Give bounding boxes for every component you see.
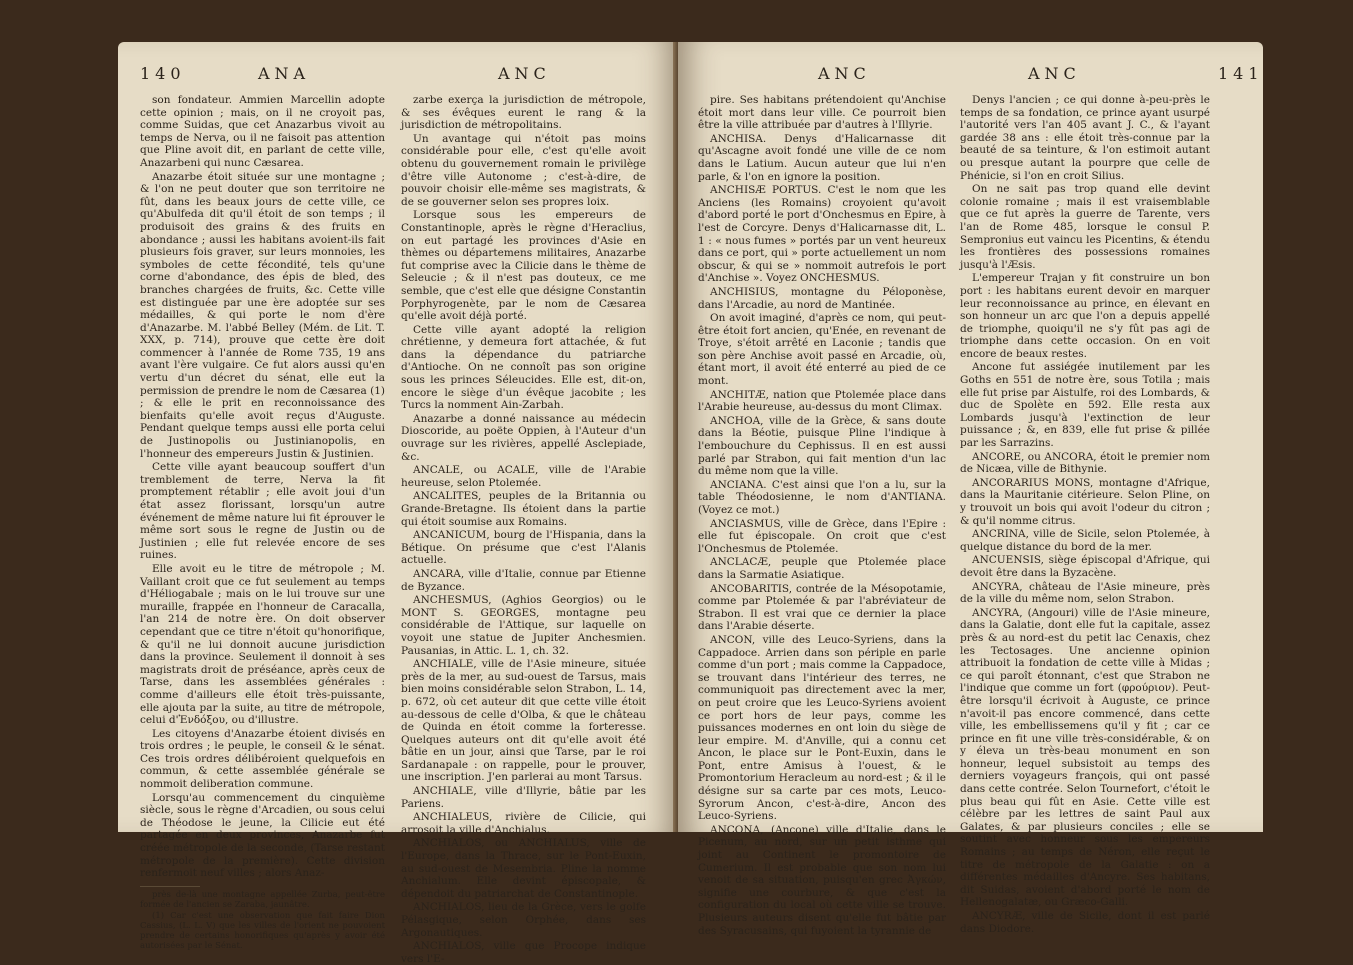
entry: ANCHESMUS, (Aghios Georgios) ou le MONT S. GEORGES, montagne peu considérable de l'Attique, sur laquelle on voyoit une statue de Jupiter Anchesmien. Pausanias, in Attic. L. 1, ch. 32. — [401, 594, 646, 657]
left-page-number: 140 — [140, 64, 186, 83]
paragraph: Les citoyens d'Anazarbe étoient divisés en trois ordres ; le peuple, le conseil & le sénat. Ces trois ordres délibéroient quelquefois en commun, & cette assemblée générale se nommoit deliberation commune. — [140, 727, 385, 791]
entry: ANCORE, ou ANCORA, étoit le premier nom de Nicæa, ville de Bithynie. — [960, 450, 1210, 476]
paragraph: Anazarbe a donné naissance au médecin Dioscoride, au poëte Oppien, à l'Auteur d'un ouvrage sur les rivières, appellé Asclepiade, &c. — [401, 412, 646, 463]
footnote: (1) Car c'est une observation que fait faire Dion Cassius, (L. L. V) que les villes de l'orient ne pouvoient prendre de certains honorifiques qu'après y avoir été autorisées par le Sénat. — [140, 910, 385, 951]
right-header-left: ANC — [818, 64, 871, 83]
entry: ANCARA, ville d'Italie, connue par Etienne de Byzance. — [401, 567, 646, 593]
entry: ANCHISIUS, montagne du Péloponèse, dans l'Arcadie, au nord de Mantinée. — [698, 285, 946, 311]
left-column-1 — [140, 94, 385, 951]
entry: ANCUENSIS, siège épiscopal d'Afrique, qui devoit être dans la Byzacène. — [960, 554, 1210, 579]
right-header-right: ANC — [1028, 64, 1081, 83]
entry: ANCORARIUS MONS, montagne d'Afrique, dans la Mauritanie citérieure. Selon Pline, on y trouvoit un bois qui avoit l'odeur du citron ; & qu'il nomme citrus. — [960, 476, 1210, 527]
paragraph: pire. Ses habitans prétendoient qu'Anchise étoit mort dans leur ville. Ce pourroit bien être la ville attribuée par d'autres à l'Illyrie. — [698, 94, 946, 132]
entry: ANCIASMUS, ville de Grèce, dans l'Epire : elle fut épiscopale. On croit que c'est l'Onchesmus de Ptolemée. — [698, 517, 946, 555]
entry: ANCHIALOS, ou ANCHIALUS, ville de l'Europe, dans la Thrace, sur le Pont-Euxin, au sud-ouest de Mesembria. Pline la nomme Anchialum. Elle devint épiscopale, & dépendoit du patriarchat de Constantinople. — [401, 837, 646, 900]
entry: ANCHIALE, ville d'Illyrie, bâtie par les Pariens. — [401, 785, 646, 810]
entry: ANCHIALOS, lieu de la Grèce, vers le golfe Pélasgique, selon Orphée, dans ses Argonautiques. — [401, 901, 646, 939]
paragraph: Un avantage qui n'étoit pas moins considérable pour elle, c'est qu'elle avoit obtenu du gouvernement romain le privilège d'être ville Autonome ; c'est-à-dire, de pouvoir choisir elle-même ses magistrats, & de se gouverner selon ses propres loix. — [401, 132, 646, 208]
paragraph: zarbe exerça la jurisdiction de métropole, & ses évêques eurent le rang & la jurisdiction de métropolitains. — [401, 94, 646, 132]
paragraph: On ne sait pas trop quand elle devint colonie romaine ; mais il est vraisemblable que ce fut après la guerre de Tarente, vers l'an de Rome 485, lorsque le consul P. Sempronius eut vaincu les Picentins, & étendu les frontières des possessions romaines jusqu'à l'Æsis. — [960, 183, 1210, 271]
paragraph: Anazarbe étoit située sur une montagne ; & l'on ne peut douter que son territoire ne fût, dans les beaux jours de cette ville, ce qu'Abulfeda dit qu'il étoit de son temps ; il produisoit des grains & des fruits en abondance ; aussi les habitans avoient-ils fait plusieurs fois graver, sur leurs monnoies, les symboles de cette fécondité, tels qu'une corne d'abondance, des épis de bled, des branches chargées de fruits, &c. Cette ville est distinguée par une ère adoptée sur ses médailles, & qui porte le nom d'ère d'Anazarbe. M. l'abbé Belley (Mém. de Lit. T. XXX, p. 714), prouve que cette ère doit commencer à l'année de Rome 735, 19 ans avant l'ère vulgaire. Ce fut alors aussi qu'en vertu d'un décret du sénat, elle eut la permission de prendre le nom de Cæsarea (1) ; & elle le prit en reconnoissance des bienfaits qu'elle avoit reçus d'Auguste. Pendant quelque temps aussi elle porta celui de Justinopolis ou Justinianopolis, en l'honneur des empereurs Justin & Justinien. — [140, 170, 385, 460]
paragraph: Denys l'ancien ; ce qui donne à-peu-près le temps de sa fondation, ce prince ayant usurpé l'autorité vers l'an 405 avant J. C., & l'ayant gardée 38 ans : elle étoit très-connue par la beauté de sa teinture, & l'on estimoit autant ou presque autant la pourpre que celle de Phénicie, si l'on en croit Silius. — [960, 94, 1210, 182]
entry: ANCHISA. Denys d'Halicarnasse dit qu'Ascagne avoit fondé une ville de ce nom dans le Latium. Aucun auteur que lui n'en parle, & l'on en ignore la position. — [698, 132, 946, 183]
entry: ANCYRA, château de l'Asie mineure, près de la ville du même nom, selon Strabon. — [960, 580, 1210, 606]
paragraph: On avoit imaginé, d'après ce nom, qui peut-être étoit fort ancien, qu'Enée, en revenant de Troye, s'étoit arrêté en Laconie ; tandis que son père Anchise avoit passé en Arcadie, où, étant mort, il avoit été enterré au pied de ce mont. — [698, 312, 946, 388]
entry: ANCRINA, ville de Sicile, selon Ptolemée, à quelque distance du bord de la mer. — [960, 528, 1210, 553]
paragraph: L'empereur Trajan y fit construire un bon port : les habitans eurent devoir en marquer leur reconnoissance au prince, en élevant en son honneur un arc que l'on a depuis appellé de triomphe, quoiqu'il ne s'y fût pas agi de triomphe dans cette occasion. On en voit encore de beaux restes. — [960, 272, 1210, 360]
right-page — [678, 42, 1264, 937]
paragraph: son fondateur. Ammien Marcellin adopte cette opinion ; mais, on il ne croyoit pas, comme Suidas, que cet Anazarbus vivoit au temps de Nerva, ou il ne faisoit pas attention que Pline avoit dit, en parlant de cette ville, Anazarbeni qui nunc Cæsarea. — [140, 94, 385, 169]
entry: ANCON, ville des Leuco-Syriens, dans la Cappadoce. Arrien dans son périple en parle comme d'un port ; mais comme la Cappadoce, se trouvant dans l'intérieur des terres, ne communiquoit pas directement avec la mer, on peut croire que les Leuco-Syriens avoient ce port hors de leur pays, comme les puissances modernes en ont loin du siège de leur empire. M. d'Anville, qui a connu cet Ancon, le place sur le Pont-Euxin, dans le Pont, entre Amisus à l'ouest, & le Promontorium Heracleum au nord-est ; & il le désigne sur sa carte par ces mots, Leuco-Syrorum Ancon, c'est-à-dire, Ancon des Leuco-Syriens. — [698, 633, 946, 823]
paragraph: Ancone fut assiégée inutilement par les Goths en 551 de notre ère, sous Totila ; mais elle fut prise par Aistulfe, roi des Lombards, & duc de Spolète en 592. Elle resta aux Lombards jusqu'à l'extinction de leur puissance ; &, en 839, elle fut prise & pillée par les Sarrazins. — [960, 361, 1210, 450]
paragraph: Elle avoit eu le titre de métropole ; M. Vaillant croit que ce fut seulement au temps d'Héliogabale ; mais on le lui trouve sur une muraille, frappée en l'honneur de Caracalla, l'an 214 de notre ère. On doit observer cependant que ce titre n'étoit qu'honorifique, & qu'il ne lui donnoit aucune jurisdiction dans la province. Seulement il donnoit à ses magistrats droit de préséance, après ceux de Tarse, dans les assemblées générales : comme d'ailleurs elle étoit très-puissante, elle ajouta par la suite, au titre de métropole, celui d'Ἐνδόξου, ou d'illustre. — [140, 562, 385, 727]
footnote: près de-là une montagne appellée Zurba, peut-être formée de l'ancien se Zaraba, jaunâtre. — [140, 889, 385, 910]
entry: ANCHIALEUS, rivière de Cilicie, qui arrosoit la ville d'Anchialus. — [401, 811, 646, 836]
left-page-header — [118, 64, 678, 90]
right-page-number: 141 — [1218, 64, 1264, 83]
paragraph: Cette ville ayant adopté la religion chrétienne, y demeura fort attachée, & fut dans la dépendance du patriarche d'Antioche. On ne connoît pas son origine sous les princes Séleucides. Elle est, dit-on, encore le siège d'un évêque jacobite ; les Turcs la nomment Ain-Zarbah. — [401, 323, 646, 412]
entry: ANCYRÆ, ville de Sicile, dont il est parlé dans Diodore. — [960, 910, 1210, 935]
footnote-rule — [140, 886, 200, 887]
right-column-2 — [960, 94, 1210, 935]
left-page — [118, 42, 678, 965]
entry: ANCALITES, peuples de la Britannia ou Grande-Bretagne. Ils étoient dans la partie qui étoit soumise aux Romains. — [401, 490, 646, 528]
entry: ANCANICUM, bourg de l'Hispania, dans la Bétique. On présume que c'est l'Alanis actuelle. — [401, 529, 646, 567]
paragraph: Lorsque sous les empereurs de Constantinople, après le règne d'Heraclius, on eut partagé les provinces d'Asie en thèmes ou départemens militaires, Anazarbe fut comprise avec la Cilicie dans le thème de Seleucie ; & il n'est pas douteux, ce me semble, que c'est elle que désigne Constantin Porphyrogenète, par le nom de Cæsarea qu'elle avoit déjà porté. — [401, 209, 646, 323]
left-column-2 — [401, 94, 646, 965]
entry: ANCALE, ou ACALE, ville de l'Arabie heureuse, selon Ptolemée. — [401, 464, 646, 489]
entry: ANCYRA, (Angouri) ville de l'Asie mineure, dans la Galatie, dont elle fut la capitale, assez près & au nord-est du petit lac Cenaxis, chez les Tectosages. Une ancienne opinion attribuoit la fondation de cette ville à Midas ; ce qui paroît étonnant, c'est que Strabon ne l'indique que comme un fort (φρούριον). Peut-être lorsqu'il écrivoit à Auguste, ce prince n'avoit-il pas encore commencé, dans cette ville, les embellissemens qu'il y fit ; car ce prince en fit une ville très-considérable, & on y éleva un très-beau monument en son honneur, lequel subsistoit au temps des derniers voyageurs françois, qui ont passé dans cette contrée. Selon Tournefort, c'étoit le plus beau qui fût en Asie. Cette ville est célèbre par les lettres de saint Paul aux Galates, & par plusieurs conciles ; elle se soutint avec honneur sous les empereurs Romains ; au temps de Néron, elle reçut le titre de métropole de la Galatie : on a différentes médailles d'Ancyre. Ses habitans, dit Suidas, avoient d'abord porté le nom de Hellenogalatæ, ou Græco-Galli. — [960, 606, 1210, 909]
entry: ANCOBARITIS, contrée de la Mésopotamie, comme par Ptolemée & par l'abréviateur de Strabon. Il est vrai que ce dernier la place dans l'Arabie déserte. — [698, 582, 946, 633]
right-page-header — [678, 64, 1263, 90]
left-header-right: ANC — [498, 64, 551, 83]
paragraph: Cette ville ayant beaucoup souffert d'un tremblement de terre, Nerva la fit promptement rétablir ; elle avoit joui d'un état assez florissant, lorsqu'un autre événement de même nature lui fit éprouver le même sort sous le regne de Justin ou de Justinien ; elle fut relevée encore de ses ruines. — [140, 461, 385, 562]
entry: ANCHIALOS, ville que Procope indique vers l'E- — [401, 940, 646, 965]
right-column-1 — [698, 94, 946, 937]
entry: ANCONA, (Ancone) ville d'Italie, dans le Picenum, au nord, sur un petit isthme qui joint au Continent le promontoire de Cumerium. Il est probable que son nom lui venoit de sa situation, puisqu'en grec Ἀγκών, signifie une courbure, & que c'est la configuration du local où cette ville se trouve. Plusieurs auteurs disent qu'elle fut bâtie par des Syracusains, qui fuyoient la tyrannie de — [698, 823, 946, 937]
entry: ANCIANA. C'est ainsi que l'on a lu, sur la table Théodosienne, le nom d'ANTIANA. (Voyez ce mot.) — [698, 478, 946, 516]
paragraph: Lorsqu'au commencement du cinquième siècle, sous le règne d'Arcadien, ou sous celui de Théodose le jeune, la Cilicie eut été partagée en deux provinces, Anazarbe fut créée métropole de la seconde, (Tarse restant métropole de la première). Cette division renfermoit neuf villes ; alors Anaz- — [140, 791, 385, 880]
entry: ANCHITÆ, nation que Ptolemée place dans l'Arabie heureuse, au-dessus du mont Climax. — [698, 388, 946, 414]
left-header-left: ANA — [258, 64, 311, 83]
entry: ANCHISÆ PORTUS. C'est le nom que les Anciens (les Romains) croyoient qu'avoit d'abord porté le port d'Onchesmus en Epire, à l'est de Corcyre. Denys d'Halicarnasse dit, L. 1 : « nous fumes » portés par un vent heureux dans ce port, qui » porte actuellement un nom obscur, & qui se » nommoit autrefois le port d'Anchise ». Voyez ONCHESMUS. — [698, 184, 946, 285]
entry: ANCHIALE, ville de l'Asie mineure, située près de la mer, au sud-ouest de Tarsus, mais bien moins considérable selon Strabon, L. 14, p. 672, où cet auteur dit que cette ville étoit au-dessous de celle d'Olba, & que le château de Quinda en étoit comme la forteresse. Quelques auteurs ont dit qu'elle avoit été bâtie en un jour, ainsi que Tarse, par le roi Sardanapale : on rappelle, pour le prouver, une inscription. J'en parlerai au mont Tarsus. — [401, 658, 646, 784]
entry: ANCHOA, ville de la Grèce, & sans doute dans la Béotie, puisque Pline l'indique à l'embouchure du Cephissus. Il en est aussi parlé par Strabon, qui fait mention d'un lac du même nom que la ville. — [698, 414, 946, 478]
entry: ANCLACÆ, peuple que Ptolemée place dans la Sarmatie Asiatique. — [698, 556, 946, 581]
